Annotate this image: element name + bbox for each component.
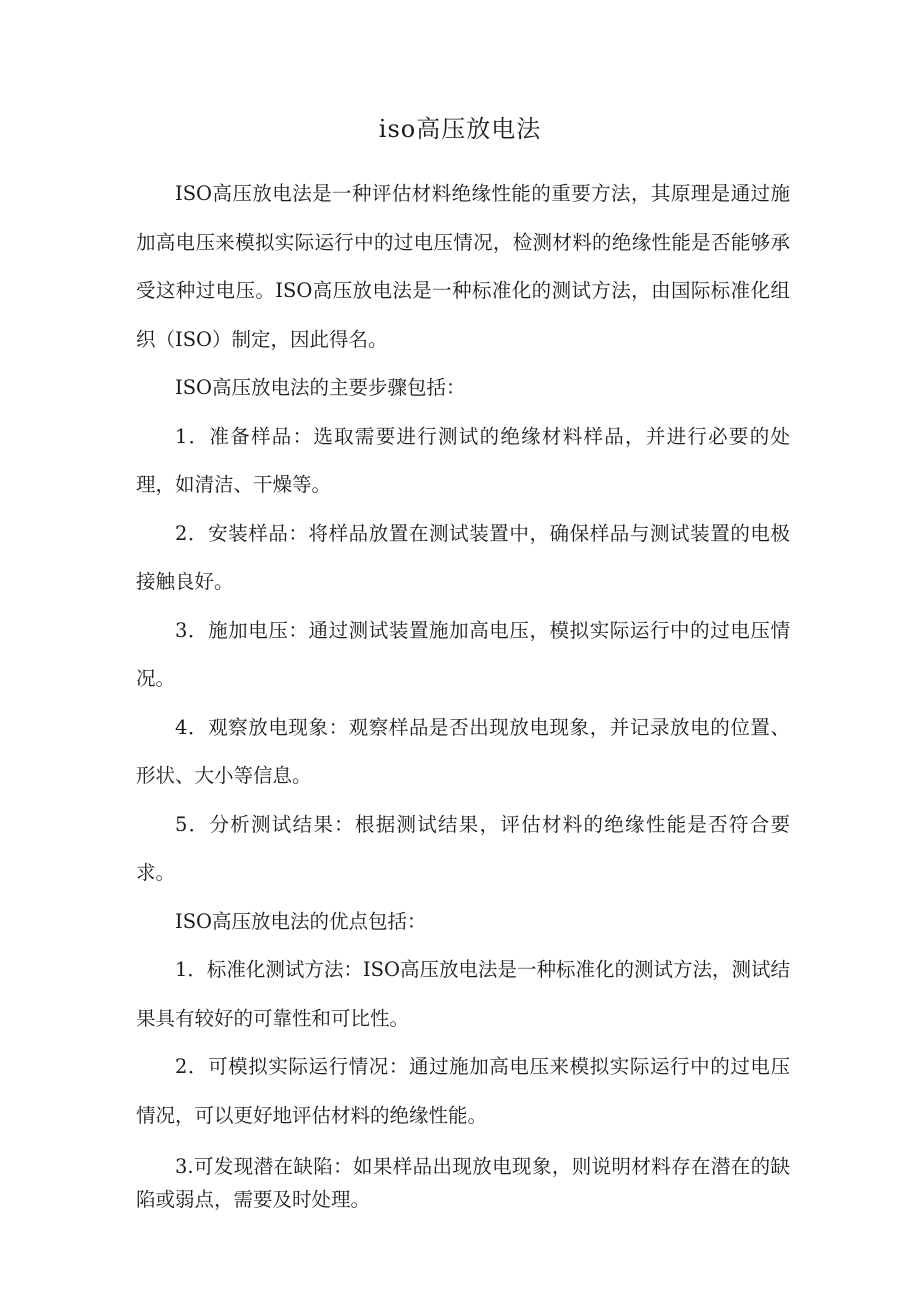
step-4: 4．观察放电现象：观察样品是否出现放电现象，并记录放电的位置、形状、大小等信息。 bbox=[136, 715, 790, 787]
advantage-1: 1．标准化测试方法：ISO高压放电法是一种标准化的测试方法，测试结果具有较好的可靠性和可比性。 bbox=[136, 958, 790, 1030]
steps-heading: ISO高压放电法的主要步骤包括： bbox=[175, 376, 466, 399]
step-2: 2．安装样品：将样品放置在测试装置中，确保样品与测试装置的电极接触良好。 bbox=[136, 521, 790, 593]
advantage-2: 2．可模拟实际运行情况：通过施加高电压来模拟实际运行中的过电压情况，可以更好地评估材料的绝缘性能。 bbox=[136, 1055, 790, 1127]
step-1: 1．准备样品：选取需要进行测试的绝缘材料样品，并进行必要的处理，如清洁、干燥等。 bbox=[136, 424, 790, 496]
advantage-3: 3.可发现潜在缺陷：如果样品出现放电现象，则说明材料存在潜在的缺陷或弱点，需要及时处理。 bbox=[136, 1155, 790, 1211]
step-3: 3．施加电压：通过测试装置施加高电压，模拟实际运行中的过电压情况。 bbox=[136, 618, 790, 690]
intro-paragraph: ISO高压放电法是一种评估材料绝缘性能的重要方法，其原理是通过施加高电压来模拟实际运行中的过电压情况，检测材料的绝缘性能是否能够承受这种过电压。ISO高压放电法是一种标准化的测试方法，由国际标准化组织（ISO）制定，因此得名。 bbox=[136, 182, 790, 351]
document-title: iso高压放电法 bbox=[378, 115, 542, 143]
document-body bbox=[136, 170, 790, 1216]
advantages-heading: ISO高压放电法的优点包括： bbox=[175, 909, 427, 933]
step-5: 5．分析测试结果：根据测试结果，评估材料的绝缘性能是否符合要求。 bbox=[136, 812, 790, 884]
